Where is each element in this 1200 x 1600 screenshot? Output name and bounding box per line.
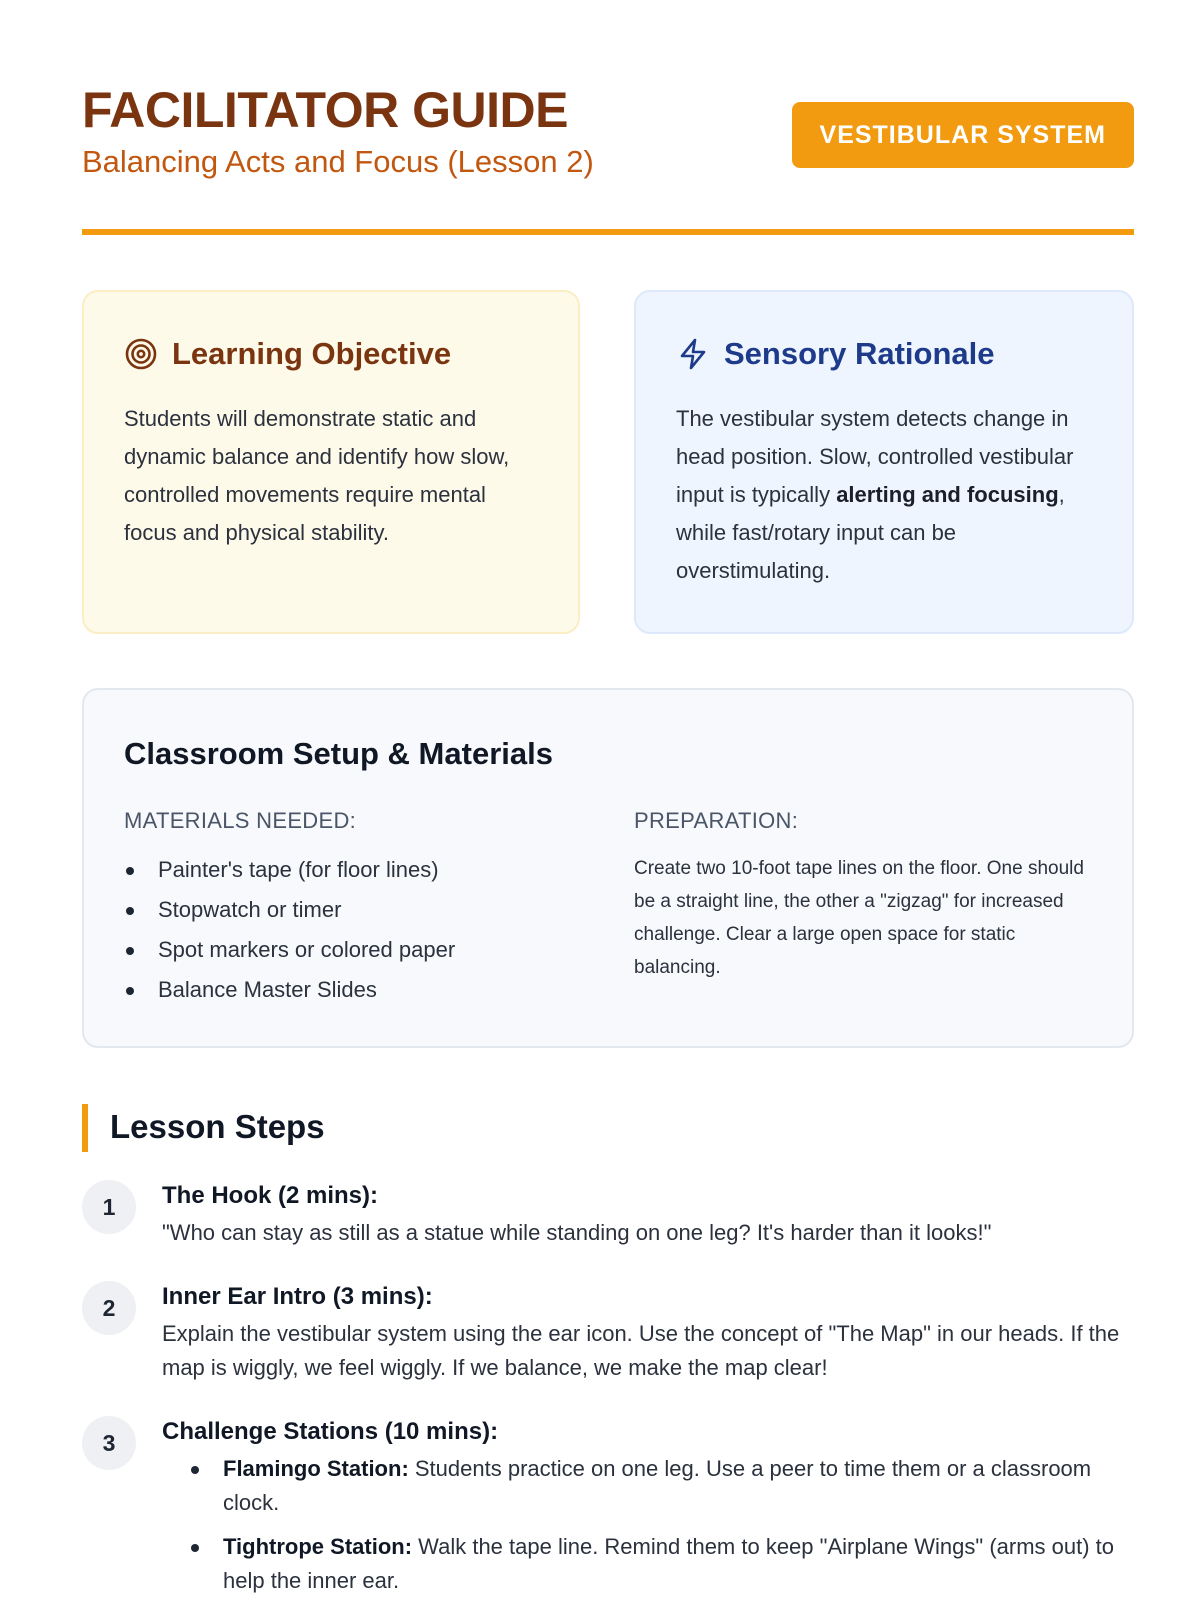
- list-item: Stopwatch or timer: [124, 890, 455, 930]
- step-title: The Hook (2 mins):: [162, 1182, 379, 1209]
- step-title: Challenge Stations (10 mins):: [162, 1418, 499, 1445]
- lesson-steps-heading: Lesson Steps: [82, 1104, 325, 1152]
- step-number: 2: [82, 1281, 136, 1335]
- station-text: Students practice on one leg. Use a peer to time them or a classroom clock.: [223, 1456, 1092, 1515]
- sensory-rationale-header: [676, 336, 994, 372]
- lightning-icon: [676, 337, 710, 371]
- topic-badge: VESTIBULAR SYSTEM: [792, 102, 1134, 168]
- station-text: Walk the tape line. Remind them to keep "Airplane Wings" (arms out) to help the inner ear.: [223, 1534, 1115, 1593]
- step-number: 3: [82, 1416, 136, 1470]
- sensory-rationale-text: The vestibular system detects change in head position. Slow, controlled vestibular input is typically alerting and focusing, while fast/rotary input can be overstimulating.: [676, 406, 1074, 583]
- list-item: Balance Master Slides: [124, 970, 455, 1010]
- learning-objective-header: [124, 336, 451, 372]
- step-description: Explain the vestibular system using the ear icon. Use the concept of "The Map" in our heads. If the map is wiggly, we feel wiggly. If we balance, we make the map clear!: [162, 1321, 1120, 1380]
- step-title: Inner Ear Intro (3 mins):: [162, 1283, 433, 1310]
- sensory-rationale-card: [634, 290, 1134, 634]
- header-divider: [82, 229, 1134, 235]
- target-icon: [124, 337, 158, 371]
- station-name: Tightrope Station:: [223, 1534, 413, 1559]
- page-title: FACILITATOR GUIDE: [82, 82, 568, 138]
- page-subtitle: Balancing Acts and Focus (Lesson 2): [82, 144, 594, 179]
- sensory-rationale-title: Sensory Rationale: [724, 336, 995, 371]
- rationale-emphasis: alerting and focusing: [836, 482, 1059, 507]
- list-item: Painter's tape (for floor lines): [124, 850, 455, 890]
- materials-list: [124, 850, 455, 1010]
- classroom-setup-title: Classroom Setup & Materials: [124, 736, 553, 771]
- station-item: [189, 1530, 1134, 1598]
- learning-objective-title: Learning Objective: [172, 336, 452, 371]
- station-list: [162, 1452, 1134, 1598]
- materials-label: MATERIALS NEEDED:: [124, 808, 357, 833]
- preparation-label: PREPARATION:: [634, 808, 799, 833]
- list-item: Spot markers or colored paper: [124, 930, 455, 970]
- classroom-setup-card: [82, 688, 1134, 1048]
- preparation-text: Create two 10-foot tape lines on the floor. One should be a straight line, the other a "zigzag" for increased challenge. Clear a large open space for static balancing.: [634, 858, 1084, 978]
- page-header: [82, 82, 1134, 192]
- learning-objective-card: [82, 290, 580, 634]
- step-description: "Who can stay as still as a statue while standing on one leg? It's harder than it looks!": [162, 1220, 992, 1245]
- station-item: [189, 1452, 1134, 1520]
- station-name: Flamingo Station:: [223, 1456, 409, 1481]
- learning-objective-text: Students will demonstrate static and dynamic balance and identify how slow, controlled movements require mental focus and physical stability.: [124, 406, 510, 545]
- step-number: 1: [82, 1180, 136, 1234]
